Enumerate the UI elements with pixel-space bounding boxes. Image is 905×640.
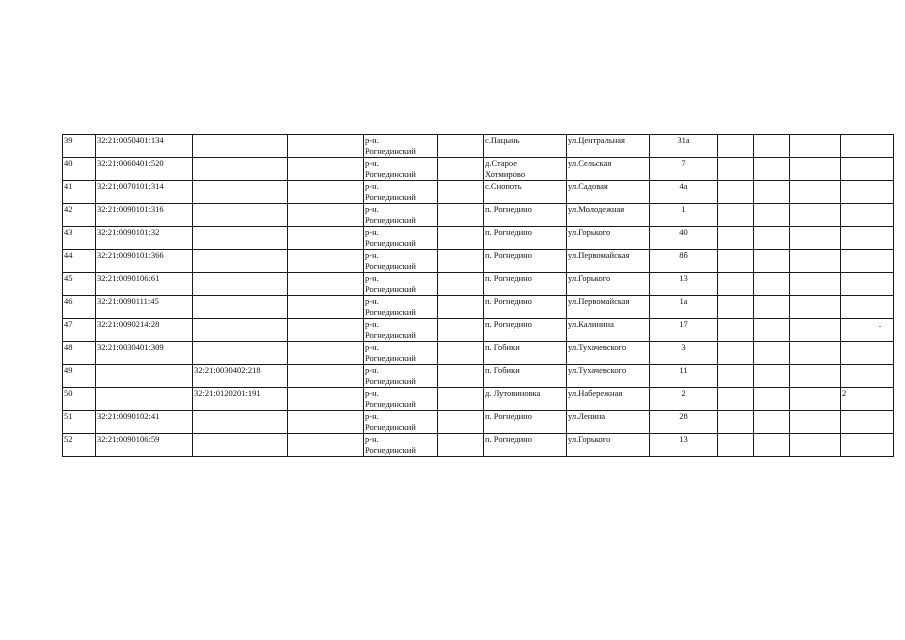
cell-column-4	[288, 388, 364, 411]
cell-column-13	[841, 135, 894, 158]
cell-column-12	[790, 434, 841, 457]
cell-column-11	[754, 273, 790, 296]
cell-row-number: 43	[63, 227, 96, 250]
cell-cadastral-number-2	[193, 434, 288, 457]
cell-column-6	[438, 319, 484, 342]
cell-column-11	[754, 434, 790, 457]
cell-cadastral-number-2	[193, 296, 288, 319]
cell-street: ул.Тухачевского	[567, 365, 650, 388]
cell-column-12	[790, 296, 841, 319]
cell-row-number: 42	[63, 204, 96, 227]
cell-settlement: п. Рогнедино	[484, 319, 567, 342]
cell-cadastral-number: 32:21:0060401:520	[96, 158, 193, 181]
cell-settlement: п. Рогнедино	[484, 250, 567, 273]
cell-cadastral-number-2	[193, 135, 288, 158]
cell-cadastral-number-2: 32:21:0120201:191	[193, 388, 288, 411]
cell-column-4	[288, 227, 364, 250]
cell-column-10	[718, 296, 754, 319]
cell-cadastral-number: 32:21:0090102:41	[96, 411, 193, 434]
cell-column-10	[718, 204, 754, 227]
cell-street: ул.Садовая	[567, 181, 650, 204]
cell-cadastral-number	[96, 388, 193, 411]
cell-column-6	[438, 250, 484, 273]
cell-cadastral-number: 32:21:0050401:134	[96, 135, 193, 158]
cell-house-number: 1	[650, 204, 718, 227]
cell-column-10	[718, 434, 754, 457]
cell-column-6	[438, 181, 484, 204]
cell-house-number: 28	[650, 411, 718, 434]
cell-row-number: 51	[63, 411, 96, 434]
cell-cadastral-number-2	[193, 319, 288, 342]
cell-cadastral-number-2	[193, 204, 288, 227]
cell-district: р-н. Рогнединский	[364, 227, 438, 250]
cell-column-6	[438, 365, 484, 388]
cell-district: р-н. Рогнединский	[364, 135, 438, 158]
cell-cadastral-number-2	[193, 273, 288, 296]
table-row	[63, 158, 894, 181]
table-row	[63, 388, 894, 411]
table-row	[63, 227, 894, 250]
cell-house-number: 11	[650, 365, 718, 388]
cell-cadastral-number-2	[193, 250, 288, 273]
cell-row-number: 48	[63, 342, 96, 365]
cell-street: ул.Молодежная	[567, 204, 650, 227]
cell-settlement: п. Рогнедино	[484, 227, 567, 250]
cell-column-4	[288, 365, 364, 388]
cell-column-10	[718, 250, 754, 273]
cell-district: р-н. Рогнединский	[364, 158, 438, 181]
cell-column-4	[288, 181, 364, 204]
cell-column-4	[288, 250, 364, 273]
cell-column-12	[790, 365, 841, 388]
cell-column-11	[754, 158, 790, 181]
cell-house-number: 4а	[650, 181, 718, 204]
scan-speck	[879, 326, 881, 327]
cell-district: р-н. Рогнединский	[364, 434, 438, 457]
cell-column-13	[841, 250, 894, 273]
cell-settlement: п. Рогнедино	[484, 204, 567, 227]
cell-row-number: 50	[63, 388, 96, 411]
property-table	[62, 134, 894, 457]
cell-district: р-н. Рогнединский	[364, 204, 438, 227]
cell-street: ул.Сельская	[567, 158, 650, 181]
cell-cadastral-number: 32:21:0070101:314	[96, 181, 193, 204]
cell-house-number: 13	[650, 434, 718, 457]
table-row	[63, 296, 894, 319]
cell-column-10	[718, 227, 754, 250]
cell-column-4	[288, 342, 364, 365]
cell-cadastral-number: 32:21:0030401:309	[96, 342, 193, 365]
cell-column-4	[288, 411, 364, 434]
cell-cadastral-number: 32:21:0090101:366	[96, 250, 193, 273]
cell-house-number: 13	[650, 273, 718, 296]
cell-column-12	[790, 250, 841, 273]
cell-settlement: п. Гобики	[484, 342, 567, 365]
cell-column-13	[841, 365, 894, 388]
cell-house-number: 1а	[650, 296, 718, 319]
cell-column-13	[841, 158, 894, 181]
cell-column-13: 2	[841, 388, 894, 411]
cell-column-11	[754, 388, 790, 411]
cell-district: р-н. Рогнединский	[364, 296, 438, 319]
cell-row-number: 39	[63, 135, 96, 158]
cell-column-11	[754, 227, 790, 250]
cell-street: ул.Тухачевского	[567, 342, 650, 365]
cell-row-number: 41	[63, 181, 96, 204]
table-row	[63, 250, 894, 273]
cell-street: ул.Первомайская	[567, 250, 650, 273]
cell-column-4	[288, 434, 364, 457]
cell-column-10	[718, 135, 754, 158]
cell-cadastral-number: 32:21:0090111:45	[96, 296, 193, 319]
cell-column-6	[438, 388, 484, 411]
cell-column-12	[790, 342, 841, 365]
cell-cadastral-number	[96, 365, 193, 388]
cell-street: ул.Горького	[567, 273, 650, 296]
cell-house-number: 7	[650, 158, 718, 181]
cell-house-number: 40	[650, 227, 718, 250]
cell-column-6	[438, 273, 484, 296]
cell-house-number: 2	[650, 388, 718, 411]
cell-column-13	[841, 296, 894, 319]
cell-cadastral-number: 32:21:0090101:32	[96, 227, 193, 250]
cell-column-11	[754, 204, 790, 227]
cell-settlement: п. Рогнедино	[484, 273, 567, 296]
cell-column-10	[718, 365, 754, 388]
cell-street: ул.Ленина	[567, 411, 650, 434]
cell-street: ул.Калинина	[567, 319, 650, 342]
cell-column-6	[438, 227, 484, 250]
cell-column-4	[288, 204, 364, 227]
cell-column-4	[288, 273, 364, 296]
cell-settlement: п. Рогнедино	[484, 434, 567, 457]
cell-column-4	[288, 158, 364, 181]
cell-column-13	[841, 204, 894, 227]
cell-settlement: п. Рогнедино	[484, 411, 567, 434]
cell-cadastral-number-2: 32:21:0030402:218	[193, 365, 288, 388]
cell-house-number: 17	[650, 319, 718, 342]
cell-column-11	[754, 296, 790, 319]
cell-cadastral-number-2	[193, 227, 288, 250]
cell-column-13	[841, 227, 894, 250]
cell-column-13	[841, 434, 894, 457]
cell-column-10	[718, 342, 754, 365]
cell-column-12	[790, 273, 841, 296]
cell-column-10	[718, 158, 754, 181]
cell-cadastral-number: 32:21:0090101:316	[96, 204, 193, 227]
cell-column-10	[718, 319, 754, 342]
table-row	[63, 319, 894, 342]
cell-column-12	[790, 204, 841, 227]
cell-column-6	[438, 411, 484, 434]
cell-column-4	[288, 296, 364, 319]
cell-column-4	[288, 319, 364, 342]
cell-column-11	[754, 319, 790, 342]
cell-column-12	[790, 227, 841, 250]
table-row	[63, 204, 894, 227]
cell-house-number: 31а	[650, 135, 718, 158]
cell-column-13	[841, 319, 894, 342]
cell-settlement: п. Рогнедино	[484, 296, 567, 319]
cell-cadastral-number-2	[193, 411, 288, 434]
cell-column-10	[718, 411, 754, 434]
cell-cadastral-number-2	[193, 181, 288, 204]
cell-column-13	[841, 181, 894, 204]
cell-column-13	[841, 342, 894, 365]
cell-house-number: 8б	[650, 250, 718, 273]
cell-cadastral-number-2	[193, 158, 288, 181]
cell-column-13	[841, 411, 894, 434]
table-row	[63, 135, 894, 158]
cell-district: р-н. Рогнединский	[364, 319, 438, 342]
cell-district: р-н. Рогнединский	[364, 365, 438, 388]
cell-street: ул.Горького	[567, 227, 650, 250]
cell-district: р-н. Рогнединский	[364, 273, 438, 296]
cell-district: р-н. Рогнединский	[364, 411, 438, 434]
cell-district: р-н. Рогнединский	[364, 388, 438, 411]
cell-column-6	[438, 434, 484, 457]
cell-row-number: 44	[63, 250, 96, 273]
table-row	[63, 434, 894, 457]
cell-street: ул.Набережная	[567, 388, 650, 411]
cell-column-12	[790, 158, 841, 181]
table-row	[63, 342, 894, 365]
cell-street: ул.Центральная	[567, 135, 650, 158]
cell-column-12	[790, 181, 841, 204]
cell-row-number: 40	[63, 158, 96, 181]
cell-settlement: с.Снопоть	[484, 181, 567, 204]
cell-house-number: 3	[650, 342, 718, 365]
cell-street: ул.Первомайская	[567, 296, 650, 319]
table-row	[63, 181, 894, 204]
cell-column-6	[438, 135, 484, 158]
cell-column-12	[790, 319, 841, 342]
cell-settlement: с.Пацынь	[484, 135, 567, 158]
cell-settlement: д. Лутовиновка	[484, 388, 567, 411]
cell-cadastral-number: 32:21:0090214:28	[96, 319, 193, 342]
cell-row-number: 52	[63, 434, 96, 457]
cell-column-12	[790, 411, 841, 434]
cell-column-11	[754, 411, 790, 434]
cell-column-11	[754, 250, 790, 273]
cell-district: р-н. Рогнединский	[364, 181, 438, 204]
cell-row-number: 47	[63, 319, 96, 342]
table-row	[63, 273, 894, 296]
cell-cadastral-number: 32:21:0090106:61	[96, 273, 193, 296]
cell-column-12	[790, 388, 841, 411]
cell-column-13	[841, 273, 894, 296]
cell-settlement: п. Гобики	[484, 365, 567, 388]
cell-settlement: д.Старое Хотмирово	[484, 158, 567, 181]
cell-column-6	[438, 342, 484, 365]
cell-column-4	[288, 135, 364, 158]
cell-column-6	[438, 158, 484, 181]
cell-column-10	[718, 388, 754, 411]
cell-cadastral-number: 32:21:0090106:59	[96, 434, 193, 457]
cell-district: р-н. Рогнединский	[364, 342, 438, 365]
cell-column-12	[790, 135, 841, 158]
cell-cadastral-number-2	[193, 342, 288, 365]
cell-row-number: 46	[63, 296, 96, 319]
cell-column-10	[718, 181, 754, 204]
cell-row-number: 45	[63, 273, 96, 296]
cell-column-10	[718, 273, 754, 296]
table-row	[63, 365, 894, 388]
cell-street: ул.Горького	[567, 434, 650, 457]
table-row	[63, 411, 894, 434]
cell-column-6	[438, 204, 484, 227]
cell-district: р-н. Рогнединский	[364, 250, 438, 273]
cell-column-11	[754, 342, 790, 365]
cell-row-number: 49	[63, 365, 96, 388]
cell-column-6	[438, 296, 484, 319]
cell-column-11	[754, 365, 790, 388]
cell-column-11	[754, 135, 790, 158]
cell-column-11	[754, 181, 790, 204]
